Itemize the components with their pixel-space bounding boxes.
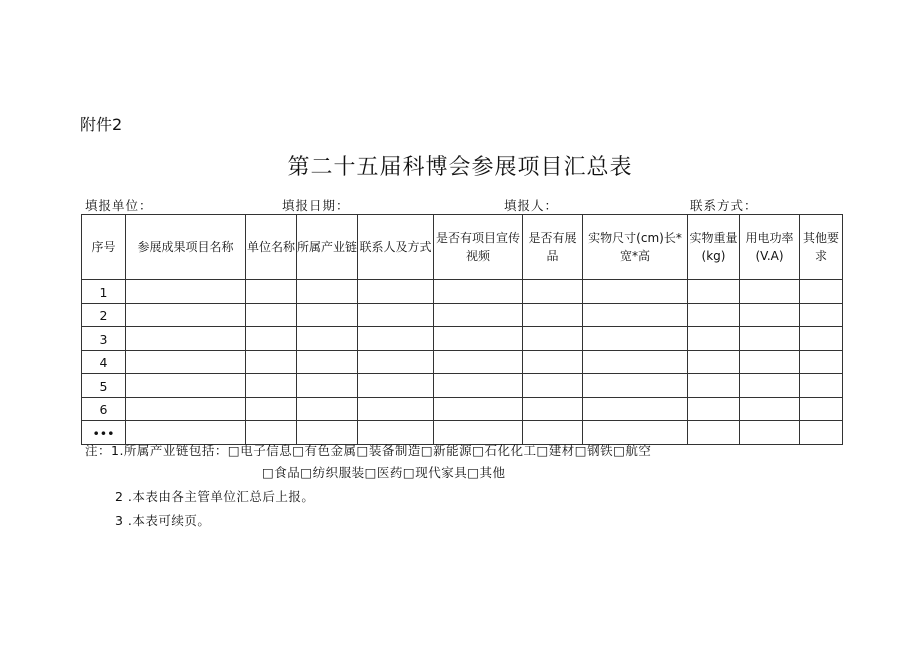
row-number: 4 [82, 350, 126, 374]
table-cell[interactable] [523, 327, 583, 351]
header-cell-unit-name: 单位名称 [246, 215, 297, 280]
note-2: 2 .本表由各主管单位汇总后上报。 [115, 489, 315, 504]
table-cell[interactable] [126, 397, 246, 421]
attachment-label: 附件2 [80, 115, 123, 134]
table-cell[interactable] [688, 280, 740, 304]
header-cell-dimensions: 实物尺寸(cm)长*宽*高 [583, 215, 688, 280]
row-number: ••• [82, 421, 126, 445]
table-cell[interactable] [583, 280, 688, 304]
row-number: 3 [82, 327, 126, 351]
table-row [82, 327, 843, 351]
table-cell[interactable] [740, 303, 800, 327]
table-cell[interactable] [434, 374, 523, 398]
table-cell[interactable] [434, 397, 523, 421]
table-cell[interactable] [358, 350, 434, 374]
table-row [82, 303, 843, 327]
header-cell-has-exhibit: 是否有展品 [523, 215, 583, 280]
table-cell[interactable] [297, 350, 358, 374]
table-cell[interactable] [740, 397, 800, 421]
table-cell[interactable] [583, 327, 688, 351]
table-cell[interactable] [583, 397, 688, 421]
table-cell[interactable] [246, 350, 297, 374]
table-cell[interactable] [740, 350, 800, 374]
table-cell[interactable] [434, 280, 523, 304]
header-cell-no: 序号 [82, 215, 126, 280]
fill-person-label: 填报人： [504, 198, 559, 213]
row-number: 5 [82, 374, 126, 398]
header-cell-other: 其他要求 [800, 215, 843, 280]
summary-table [81, 214, 843, 445]
table-cell[interactable] [740, 374, 800, 398]
table-cell[interactable] [297, 374, 358, 398]
table-cell[interactable] [523, 350, 583, 374]
row-number: 6 [82, 397, 126, 421]
header-cell-power: 用电功率(V.A) [740, 215, 800, 280]
fill-date-label: 填报日期： [282, 198, 350, 213]
table-cell[interactable] [126, 374, 246, 398]
table-cell[interactable] [297, 327, 358, 351]
table-cell[interactable] [688, 374, 740, 398]
table-cell[interactable] [688, 350, 740, 374]
page-title: 第二十五届科博会参展项目汇总表 [287, 155, 633, 180]
table-cell[interactable] [688, 327, 740, 351]
table-cell[interactable] [800, 303, 843, 327]
table-row [82, 280, 843, 304]
table-cell[interactable] [434, 303, 523, 327]
table-cell[interactable] [688, 397, 740, 421]
table-cell[interactable] [740, 327, 800, 351]
row-number: 2 [82, 303, 126, 327]
header-cell-contact: 联系人及方式 [358, 215, 434, 280]
table-cell[interactable] [800, 374, 843, 398]
table-cell[interactable] [688, 421, 740, 445]
table-header-row [82, 215, 843, 280]
header-cell-promo-video: 是否有项目宣传视频 [434, 215, 523, 280]
table-cell[interactable] [297, 303, 358, 327]
table-cell[interactable] [583, 350, 688, 374]
table-cell[interactable] [358, 397, 434, 421]
table-cell[interactable] [126, 350, 246, 374]
table-cell[interactable] [800, 397, 843, 421]
fill-unit-label: 填报单位： [85, 198, 153, 213]
table-row [82, 350, 843, 374]
table-cell[interactable] [583, 303, 688, 327]
table-cell[interactable] [800, 327, 843, 351]
note-1-line-2: □食品□纺织服装□医药□现代家具□其他 [262, 465, 506, 480]
table-cell[interactable] [246, 374, 297, 398]
table-cell[interactable] [800, 350, 843, 374]
table-cell[interactable] [523, 374, 583, 398]
table-cell[interactable] [800, 421, 843, 445]
row-number: 1 [82, 280, 126, 304]
table-cell[interactable] [358, 327, 434, 351]
table-cell[interactable] [434, 350, 523, 374]
table-cell[interactable] [297, 280, 358, 304]
table-cell[interactable] [740, 280, 800, 304]
header-cell-weight: 实物重量(kg) [688, 215, 740, 280]
table-cell[interactable] [246, 280, 297, 304]
table-cell[interactable] [800, 280, 843, 304]
table-cell[interactable] [583, 374, 688, 398]
table-cell[interactable] [358, 280, 434, 304]
table-cell[interactable] [126, 327, 246, 351]
table-cell[interactable] [358, 374, 434, 398]
table-row [82, 374, 843, 398]
table-cell[interactable] [523, 303, 583, 327]
table-cell[interactable] [126, 303, 246, 327]
table-cell[interactable] [126, 280, 246, 304]
table-cell[interactable] [523, 280, 583, 304]
table-cell[interactable] [246, 397, 297, 421]
table-cell[interactable] [297, 397, 358, 421]
table-cell[interactable] [434, 327, 523, 351]
note-1-line-1: 注：1.所属产业链包括：□电子信息□有色金属□装备制造□新能源□石化化工□建材□钢铁□航空 [85, 443, 652, 458]
table-cell[interactable] [688, 303, 740, 327]
table-cell[interactable] [740, 421, 800, 445]
fill-contact-label: 联系方式： [690, 198, 758, 213]
table-cell[interactable] [246, 327, 297, 351]
table-cell[interactable] [358, 303, 434, 327]
table-row [82, 397, 843, 421]
table-cell[interactable] [246, 303, 297, 327]
header-cell-project-name: 参展成果项目名称 [126, 215, 246, 280]
note-3: 3 .本表可续页。 [115, 513, 211, 528]
header-cell-industry-chain: 所属产业链 [297, 215, 358, 280]
table-cell[interactable] [523, 397, 583, 421]
